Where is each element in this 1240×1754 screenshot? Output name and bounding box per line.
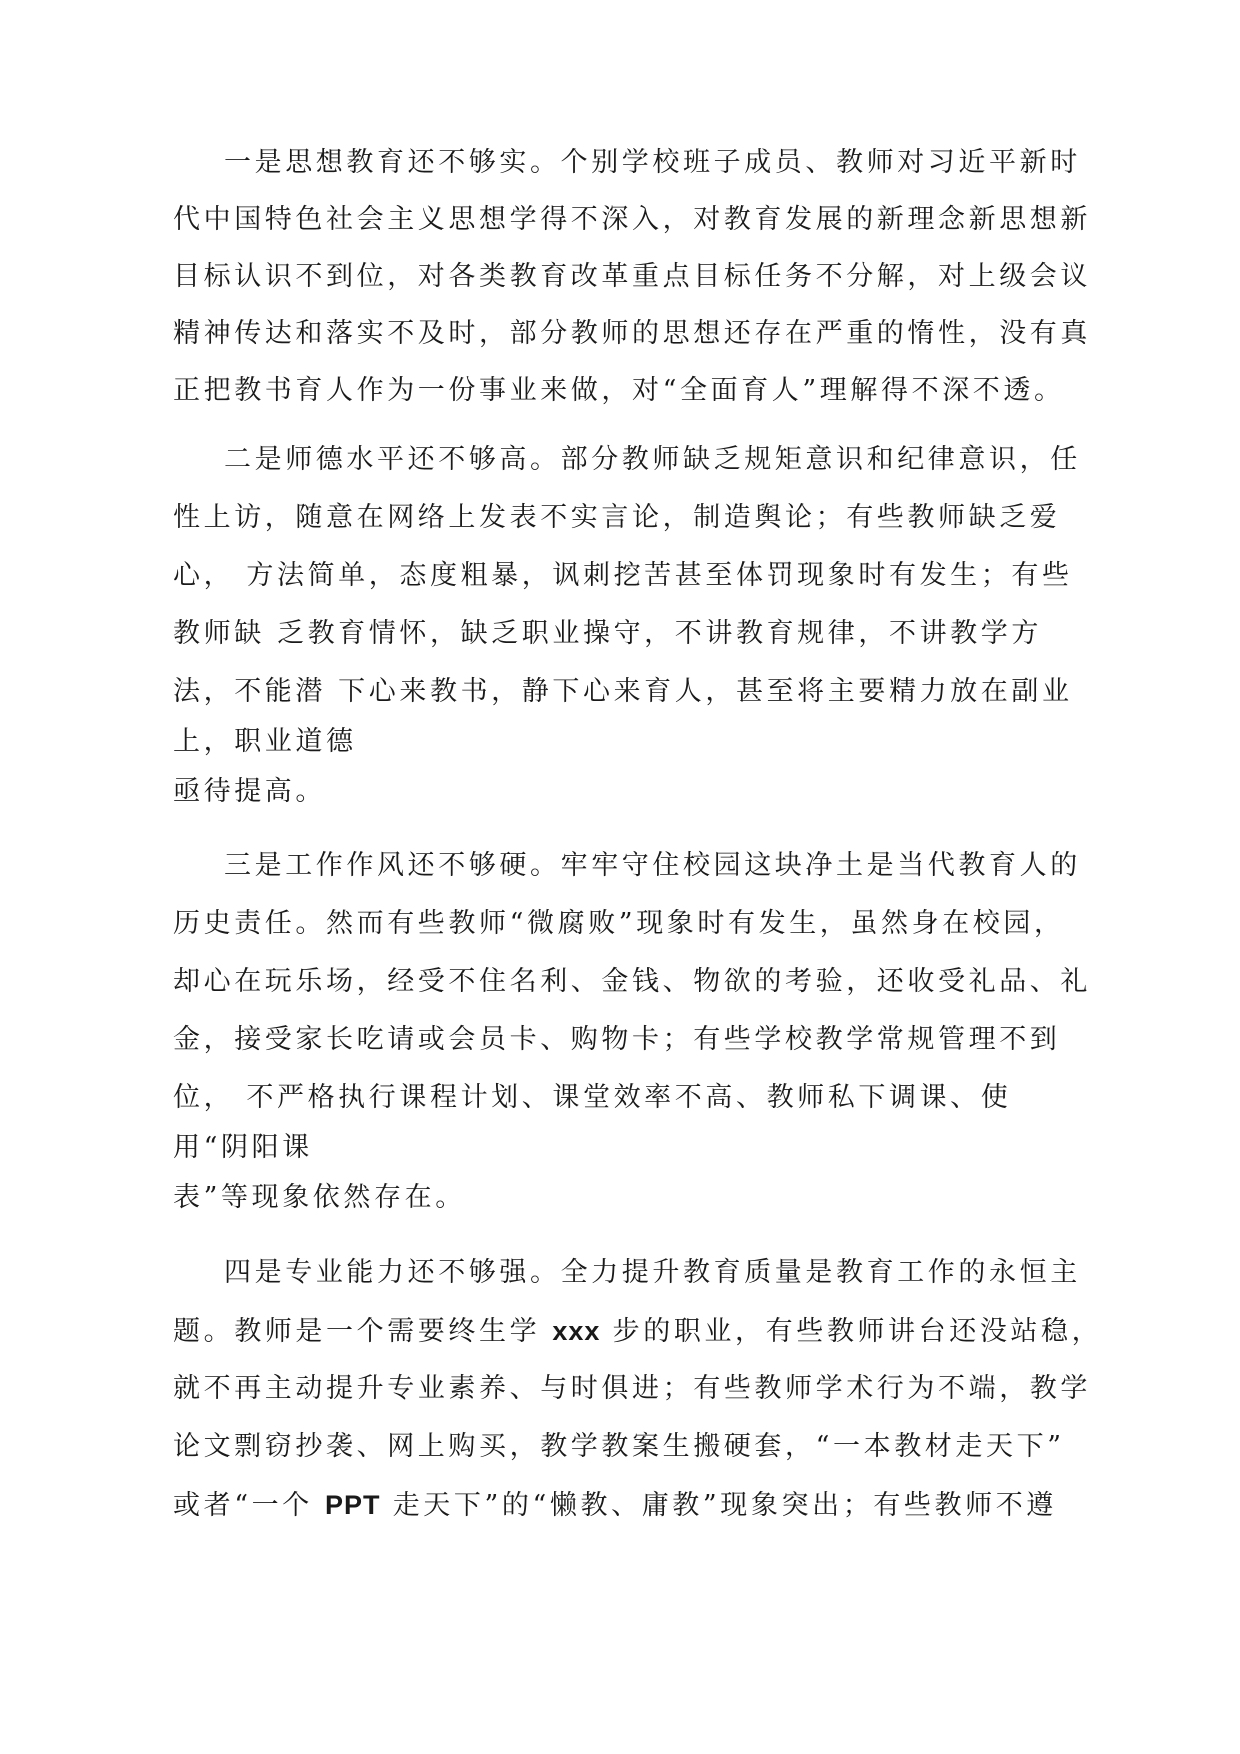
- text-line: 目标认识不到位，对各类教育改革重点目标任务不分解，对上级会议: [173, 261, 1091, 292]
- text-line: 用“阴阳课: [173, 1132, 313, 1163]
- text-line: 题。教师是一个需要终生学 xxx 步的职业，有些教师讲台还没站稳，: [173, 1316, 1103, 1347]
- text-line: 亟待提高。: [173, 776, 326, 807]
- text-line: 金，接受家长吃请或会员卡、购物卡；有些学校教学常规管理不到: [173, 1024, 1061, 1055]
- text-line: 论文剽窃抄袭、网上购买，教学教案生搬硬套，“一本教材走天下”: [173, 1431, 1065, 1462]
- text-line: 上，职业道德: [173, 726, 357, 757]
- text-line: 代中国特色社会主义思想学得不深入，对教育发展的新理念新思想新: [173, 204, 1091, 235]
- latin-token: xxx: [552, 1316, 601, 1346]
- text-line: 心， 方法简单，态度粗暴，讽刺挖苦甚至体罚现象时有发生；有些: [173, 560, 1073, 591]
- text-line: 或者“一个 PPT 走天下”的“懒教、庸教”现象突出；有些教师不遵: [173, 1490, 1057, 1521]
- text-line: 就不再主动提升专业素养、与时俱进；有些教师学术行为不端，教学: [173, 1373, 1091, 1404]
- text-line: 教师缺 乏教育情怀，缺乏职业操守，不讲教育规律，不讲教学方: [173, 618, 1042, 649]
- text-line: 位， 不严格执行课程计划、课堂效率不高、教师私下调课、使: [173, 1082, 1012, 1113]
- text-line: 精神传达和落实不及时，部分教师的思想还存在严重的惰性，没有真: [173, 318, 1091, 349]
- text-line: 三是工作作风还不够硬。牢牢守住校园这块净土是当代教育人的: [224, 850, 1081, 881]
- text-line: 正把教书育人作为一份事业来做，对“全面育人”理解得不深不透。: [173, 375, 1065, 406]
- latin-token: PPT: [325, 1490, 381, 1520]
- text-line: 法，不能潜 下心来教书，静下心来育人，甚至将主要精力放在副业: [173, 676, 1073, 707]
- text-line: 表”等现象依然存在。: [173, 1182, 466, 1213]
- text-line: 一是思想教育还不够实。个别学校班子成员、教师对习近平新时: [224, 147, 1081, 178]
- text-line: 四是专业能力还不够强。全力提升教育质量是教育工作的永恒主: [224, 1257, 1081, 1288]
- text-line: 却心在玩乐场，经受不住名利、金钱、物欲的考验，还收受礼品、礼: [173, 966, 1091, 997]
- text-line: 历史责任。然而有些教师“微腐败”现象时有发生，虽然身在校园，: [173, 908, 1065, 939]
- text-line: 二是师德水平还不够高。部分教师缺乏规矩意识和纪律意识，任: [224, 444, 1081, 475]
- text-line: 性上访，随意在网络上发表不实言论，制造舆论；有些教师缺乏爱: [173, 502, 1061, 533]
